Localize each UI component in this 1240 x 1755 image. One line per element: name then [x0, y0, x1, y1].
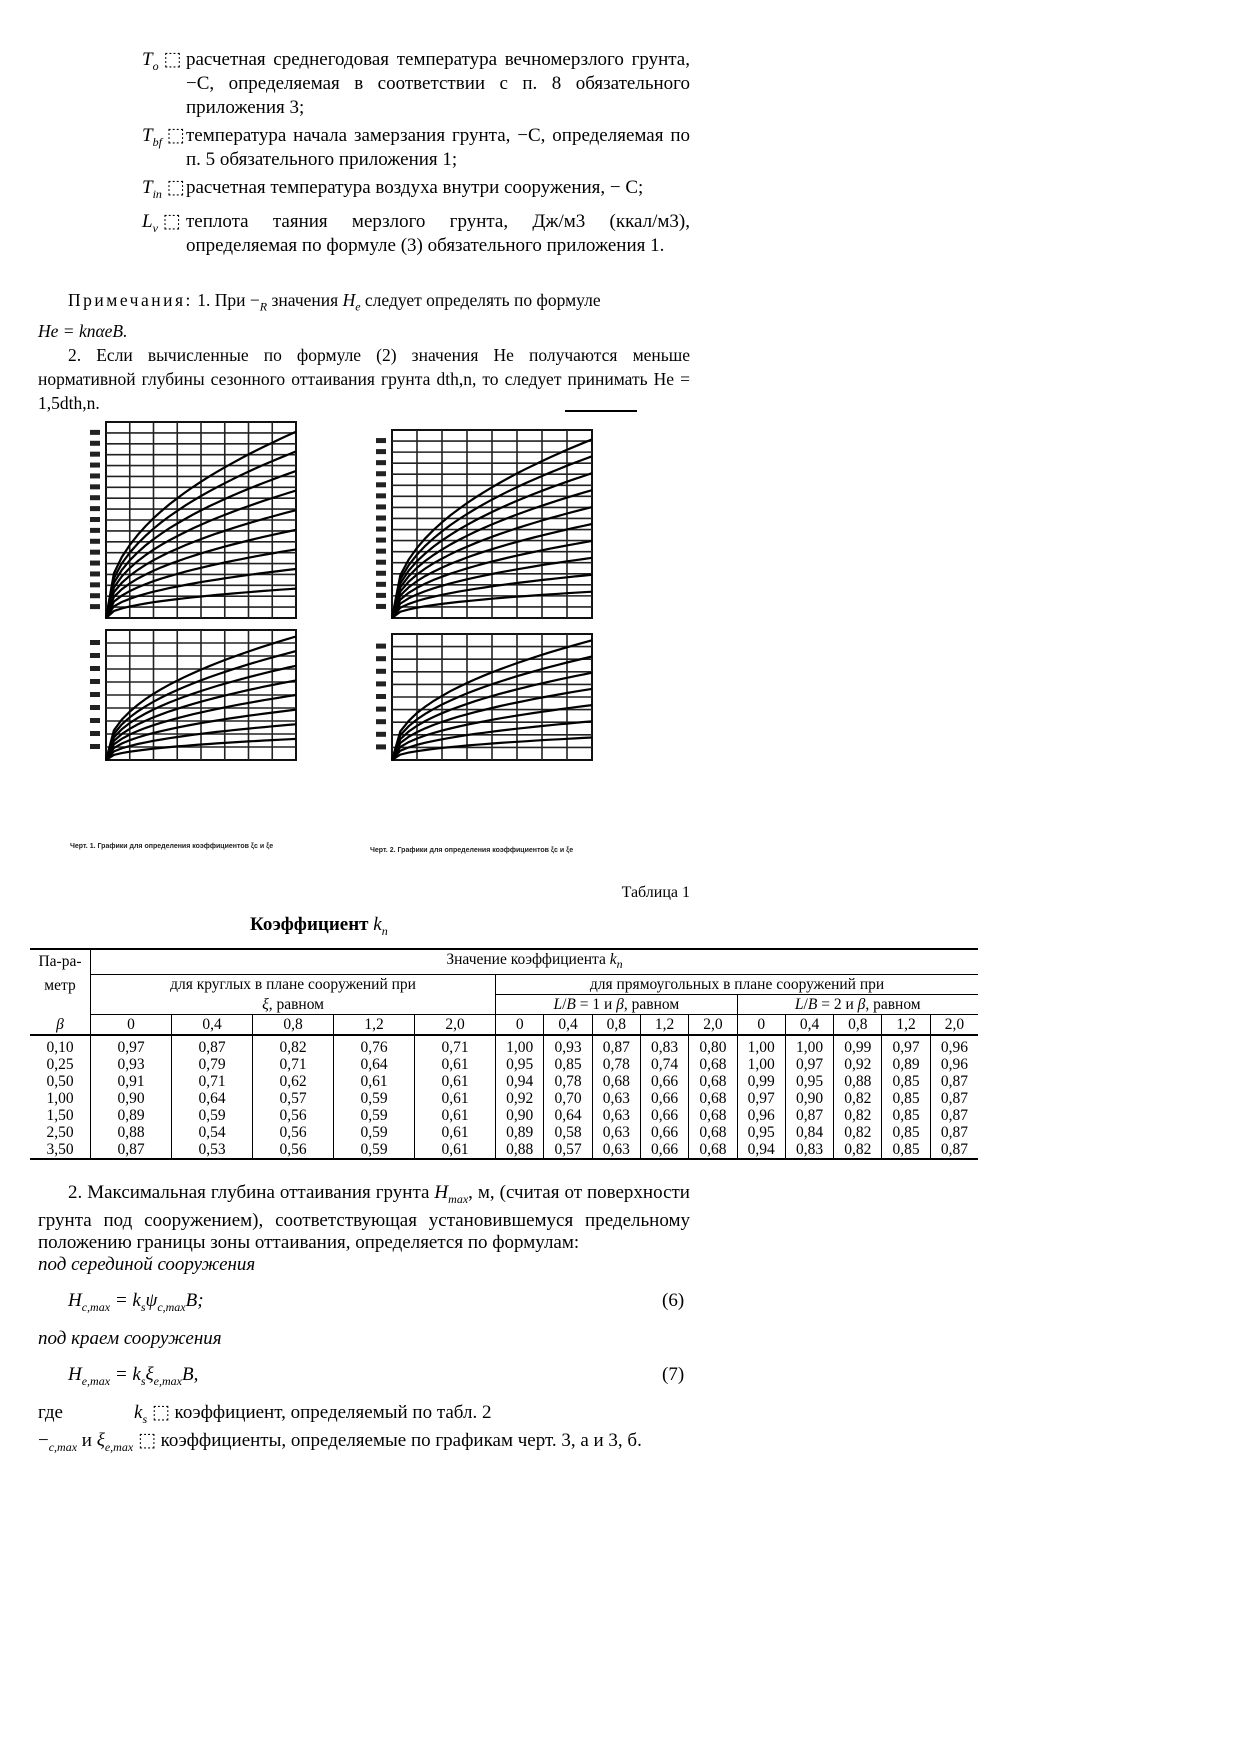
table-cell: 0,66	[651, 1073, 679, 1091]
table-cell: 0,61	[441, 1124, 469, 1142]
sub-column-header: 0,8	[592, 1015, 640, 1036]
value-column	[544, 1035, 592, 1159]
tick-label	[376, 593, 386, 598]
table-cell: 0,99	[844, 1039, 872, 1057]
table-cell: 0,74	[651, 1056, 679, 1074]
table-cell: 0,85	[892, 1124, 920, 1142]
table-cell: 0,61	[360, 1073, 388, 1091]
table-cell: 0,59	[360, 1107, 388, 1125]
table-cell: 0,95	[795, 1073, 824, 1091]
tick-label	[376, 707, 386, 712]
tick-label	[376, 449, 386, 454]
note-1-text-c: следует определять по формуле	[364, 290, 601, 310]
where-coef: $-_{c,max}$ и $\xi_{e,max}$ ⬚ коэффициенты, определяемые по графикам черт. 3, а и 3, б.	[38, 1429, 642, 1454]
table-cell: 0,87	[602, 1039, 630, 1057]
section-2	[38, 1182, 690, 1457]
tick-label	[376, 560, 386, 565]
table-cell: 0,96	[940, 1056, 968, 1074]
table-cell: 0,87	[940, 1124, 968, 1142]
tick-label	[90, 517, 100, 522]
tick-label	[90, 506, 100, 511]
tick-label	[376, 493, 386, 498]
tick-label	[376, 604, 386, 609]
table-cell: 0,97	[747, 1090, 775, 1108]
table-cell: 0,71	[279, 1056, 307, 1074]
table-number: Таблица 1	[621, 884, 690, 901]
table-cell: 0,95	[747, 1124, 775, 1142]
table-cell: 0,89	[892, 1056, 920, 1074]
definition-symbol: $T_o$ ⬚	[142, 49, 182, 73]
table-cell: 0,82	[279, 1039, 307, 1057]
table-cell: 0,94	[747, 1141, 775, 1159]
table-cell: 0,63	[602, 1090, 630, 1108]
figure-caption-left: Черт. 1. Графики для определения коэффициентов ξc и ξe	[70, 843, 274, 850]
beta-value: 3,50	[46, 1141, 74, 1159]
value-column	[592, 1035, 640, 1159]
beta-value: 1,00	[46, 1090, 74, 1108]
table-cell: 1,00	[747, 1056, 775, 1074]
value-column	[737, 1035, 785, 1159]
table-cell: 0,79	[198, 1056, 226, 1074]
formula-7: $H_{e,max} = k_s\xi_{e,max}B$, (7)	[68, 1363, 685, 1388]
table-cell: 0,87	[198, 1039, 226, 1057]
sub-column-header: 0,4	[544, 1015, 592, 1036]
value-column	[640, 1035, 688, 1159]
table-cell: 0,57	[554, 1141, 582, 1159]
table-cell: 0,71	[441, 1039, 469, 1057]
table-cell: 1,00	[747, 1039, 775, 1057]
value-column	[834, 1035, 882, 1159]
definition-text: температура начала замерзания грунта, −С, определяемая по п. 5 обязательного приложения 1;	[186, 125, 690, 170]
table-cell: 0,96	[940, 1039, 968, 1057]
table-cell: 0,64	[360, 1056, 388, 1074]
value-column	[785, 1035, 833, 1159]
tick-label	[90, 463, 100, 468]
table-cell: 0,68	[699, 1141, 727, 1159]
table-cell: 0,85	[892, 1107, 920, 1125]
value-column	[496, 1035, 544, 1159]
table-cell: 0,68	[699, 1107, 727, 1125]
definition-text: теплота таяния мерзлого грунта, Дж/м3 (ккал/м3), определяемая по формуле (3) обязательного приложения 1.	[186, 210, 690, 256]
table-cell: 0,82	[844, 1107, 872, 1125]
label-center: под серединой сооружения	[38, 1253, 256, 1275]
tick-label	[376, 549, 386, 554]
table-cell: 0,59	[198, 1107, 226, 1125]
tick-label	[376, 669, 386, 674]
tick-label	[90, 705, 100, 710]
beta-value: 2,50	[46, 1124, 74, 1142]
table-cell: 0,68	[699, 1056, 727, 1074]
tick-label	[90, 561, 100, 566]
tick-label	[90, 571, 100, 576]
table-cell: 0,61	[441, 1056, 469, 1074]
beta-column	[30, 1035, 91, 1159]
table-cell: 0,87	[940, 1090, 968, 1108]
table-cell: 0,61	[441, 1090, 469, 1108]
tick-label	[90, 539, 100, 544]
table-cell: 0,70	[554, 1090, 582, 1108]
table-cell: 0,63	[602, 1124, 630, 1142]
tick-label	[90, 679, 100, 684]
table-cell: 0,78	[602, 1056, 630, 1074]
value-column	[334, 1035, 415, 1159]
table-cell: 0,93	[554, 1039, 582, 1057]
group-rect1-header: L/B = 1 и β, равном	[496, 995, 737, 1015]
table-cell: 0,54	[198, 1124, 226, 1142]
definition-text: расчетная температура воздуха внутри сооружения, − С;	[186, 177, 644, 198]
table-cell: 0,82	[844, 1090, 872, 1108]
sub-column-header: 2,0	[944, 1016, 965, 1034]
table-cell: 0,58	[554, 1124, 582, 1142]
table-cell: 1,00	[506, 1039, 534, 1057]
table-cell: 0,66	[651, 1124, 679, 1142]
tick-label	[90, 718, 100, 723]
table-cell: 0,87	[940, 1141, 968, 1159]
table-cell: 0,66	[651, 1090, 679, 1108]
table-cell: 0,89	[117, 1107, 145, 1125]
table-cell: 0,61	[441, 1141, 469, 1159]
table-cell: 0,85	[554, 1056, 582, 1074]
formula-6: $H_{c,max} = k_s\psi_{c,max}B$; (6)	[68, 1289, 685, 1314]
tick-label	[90, 452, 100, 457]
sub-columns-row	[30, 1015, 978, 1036]
tick-label	[376, 719, 386, 724]
tick-label	[90, 593, 100, 598]
tick-label	[90, 430, 100, 435]
coefficient-table	[30, 948, 978, 1160]
sub-column-header: 0,4	[172, 1015, 253, 1036]
table-body-row	[30, 1035, 978, 1159]
tick-label	[90, 441, 100, 446]
table-cell: 0,61	[441, 1107, 469, 1125]
tick-label	[90, 692, 100, 697]
table-cell: 0,97	[795, 1056, 824, 1074]
value-column	[415, 1035, 496, 1159]
table-cell: 0,97	[117, 1039, 145, 1057]
tick-label	[376, 460, 386, 465]
param-symbol: β	[30, 1015, 91, 1036]
tick-label	[90, 484, 100, 489]
table-cell: 0,92	[844, 1056, 872, 1074]
table-cell: 0,53	[198, 1141, 226, 1159]
beta-value: 0,10	[46, 1039, 74, 1057]
table-cell: 0,88	[506, 1141, 534, 1159]
table-cell: 0,90	[506, 1107, 534, 1125]
table-cell: 0,88	[844, 1073, 872, 1091]
group-round-sub: ξ, равном	[91, 995, 496, 1015]
table-cell: 0,93	[117, 1056, 145, 1074]
table-cell: 0,63	[602, 1141, 630, 1159]
value-column	[91, 1035, 172, 1159]
table-cell: 0,87	[940, 1073, 968, 1091]
tick-label	[90, 582, 100, 587]
tick-label	[376, 681, 386, 686]
sub-column-header: 1,2	[640, 1015, 688, 1036]
table-cell: 0,71	[198, 1073, 226, 1091]
section-2-paragraph: 2. Максимальная глубина оттаивания грунта $H_{max}$, м, (считая от поверхности грунта под сооружением), соответствующая установившемуся предельному положению границы зоны оттаивания, определяется по формулам:	[38, 1182, 690, 1253]
table-cell: 0,59	[360, 1090, 388, 1108]
table-cell: 0,97	[892, 1039, 920, 1057]
table-cell: 0,56	[279, 1124, 307, 1142]
table-cell: 0,66	[651, 1141, 679, 1159]
formula-7-number: (7)	[662, 1363, 685, 1385]
definition-symbol: $L_\nu$ ⬚	[142, 210, 181, 235]
table-cell: 0,76	[360, 1039, 388, 1057]
group-round-header: для круглых в плане сооружений при	[91, 975, 496, 995]
value-header: Значение коэффициента $k_n$	[91, 949, 979, 975]
tick-label	[376, 527, 386, 532]
notes-heading: Примечания:	[68, 290, 193, 310]
definition-item	[142, 48, 690, 120]
group-rect-header: для прямоугольных в плане сооружений при	[496, 975, 978, 995]
tick-label	[90, 744, 100, 749]
tick-label	[90, 550, 100, 555]
tick-label	[90, 473, 100, 478]
table-cell: 0,56	[279, 1107, 307, 1125]
notes-block	[38, 288, 690, 415]
tick-label	[376, 482, 386, 487]
definitions-list	[142, 48, 690, 262]
sub-column-header: 0	[496, 1015, 544, 1036]
table-cell: 0,87	[117, 1141, 145, 1159]
tick-label	[90, 731, 100, 736]
group-rect2-header: L/B = 2 и β, равном	[737, 995, 978, 1015]
table-cell: 0,57	[279, 1090, 307, 1108]
value-column	[172, 1035, 253, 1159]
beta-value: 0,50	[46, 1073, 74, 1091]
sub-column-header: 0,8	[834, 1015, 882, 1036]
tick-label	[376, 438, 386, 443]
table-cell: 0,94	[506, 1073, 534, 1091]
table-cell: 0,62	[279, 1073, 307, 1091]
table-cell: 0,87	[940, 1107, 968, 1125]
table-cell: 0,90	[117, 1090, 145, 1108]
note-1-text-a: 1. При	[197, 290, 246, 310]
table-cell: 0,68	[699, 1073, 727, 1091]
table-cell: 0,68	[699, 1124, 727, 1142]
definition-text: расчетная среднегодовая температура вечномерзлого грунта, −С, определяемая в соответствии с п. 8 обязательного приложения 3;	[186, 49, 690, 118]
table-cell: 0,56	[279, 1141, 307, 1159]
table-cell: 0,82	[844, 1124, 872, 1142]
sub-column-header: 1,2	[334, 1015, 415, 1036]
table-cell: 0,82	[844, 1141, 872, 1159]
tick-label	[376, 694, 386, 699]
tick-label	[90, 653, 100, 658]
table-cell: 0,59	[360, 1124, 388, 1142]
figure-caption-right: Черт. 2. Графики для определения коэффициентов ξc и ξe	[370, 847, 574, 854]
tick-label	[376, 582, 386, 587]
tick-label	[376, 744, 386, 749]
tick-label	[376, 656, 386, 661]
table-cell: 0,89	[506, 1124, 534, 1142]
table-cell: 0,92	[506, 1090, 534, 1108]
definition-item	[142, 210, 690, 258]
definition-symbol: $T_{bf}$ ⬚	[142, 125, 185, 149]
sub-column-header: 2,0	[689, 1015, 737, 1036]
value-column	[253, 1035, 334, 1159]
table-cell: 0,83	[651, 1039, 679, 1057]
table-cell: 0,61	[441, 1073, 469, 1091]
definition-symbol: $T_{in}$ ⬚	[142, 177, 185, 201]
table-cell: 0,85	[892, 1141, 920, 1159]
tick-label	[90, 640, 100, 645]
table-cell: 0,99	[747, 1073, 775, 1091]
table-cell: 0,59	[360, 1141, 388, 1159]
definition-item	[142, 124, 690, 172]
note-1-text-b: значения	[271, 290, 339, 310]
note-1-formula: He = knαeB.	[38, 320, 128, 341]
table-cell: 0,63	[602, 1107, 630, 1125]
sub-column-header: 0	[737, 1015, 785, 1036]
tick-label	[376, 732, 386, 737]
sub-column-header: 0,8	[253, 1015, 334, 1036]
sub-column-header: 1,2	[882, 1015, 930, 1036]
table-cell: 0,80	[699, 1039, 727, 1057]
table-cell: 0,85	[892, 1073, 920, 1091]
tick-label	[90, 528, 100, 533]
value-column	[930, 1035, 978, 1159]
definition-item	[142, 176, 690, 206]
tick-label	[376, 644, 386, 649]
table-cell: 0,78	[554, 1073, 582, 1091]
table-cell: 0,85	[892, 1090, 920, 1108]
table-cell: 0,66	[651, 1107, 679, 1125]
tick-label	[90, 604, 100, 609]
table-cell: 0,68	[699, 1090, 727, 1108]
param-header: Па-ра-метр	[30, 949, 91, 1015]
table-cell: 0,87	[795, 1107, 824, 1125]
table-cell: 0,64	[554, 1107, 582, 1125]
tick-label	[376, 515, 386, 520]
sub-column-header: 2,0	[415, 1015, 496, 1036]
table-cell: 0,90	[795, 1090, 824, 1108]
value-column	[689, 1035, 737, 1159]
table-cell: 0,96	[747, 1107, 775, 1125]
graphs-figure	[70, 412, 650, 862]
tick-label	[376, 571, 386, 576]
tick-label	[376, 538, 386, 543]
beta-value: 1,50	[46, 1107, 74, 1125]
value-column	[882, 1035, 930, 1159]
table-title: Коэффициент $k_n$	[250, 914, 388, 938]
sub-column-header: 0,4	[785, 1015, 833, 1036]
table-cell: 1,00	[795, 1039, 824, 1057]
table-cell: 0,91	[117, 1073, 145, 1091]
tick-label	[376, 471, 386, 476]
table-cell: 0,64	[198, 1090, 226, 1108]
table-cell: 0,88	[117, 1124, 145, 1142]
tick-label	[90, 495, 100, 500]
table-cell: 0,83	[795, 1141, 824, 1159]
table-cell: 0,68	[602, 1073, 630, 1091]
table-cell: 0,84	[795, 1124, 824, 1142]
sub-column-header: 0	[91, 1015, 172, 1036]
note-1: Примечания: 1. При $-_R$ значения $H_e$ следует определять по формуле	[68, 290, 601, 314]
beta-value: 0,25	[46, 1056, 74, 1074]
table-cell: 0,95	[506, 1056, 534, 1074]
note-2: 2. Если вычисленные по формуле (2) значения He получаются меньше нормативной глубины сезонного оттаивания грунта dth,n, то следует принимать He = 1,5dth,n.	[38, 344, 690, 413]
where-ks: где $k_s$ ⬚ коэффициент, определяемый по табл. 2	[38, 1401, 492, 1426]
label-edge: под краем сооружения	[38, 1327, 222, 1349]
tick-label	[376, 504, 386, 509]
tick-label	[90, 666, 100, 671]
formula-6-number: (6)	[662, 1289, 685, 1311]
